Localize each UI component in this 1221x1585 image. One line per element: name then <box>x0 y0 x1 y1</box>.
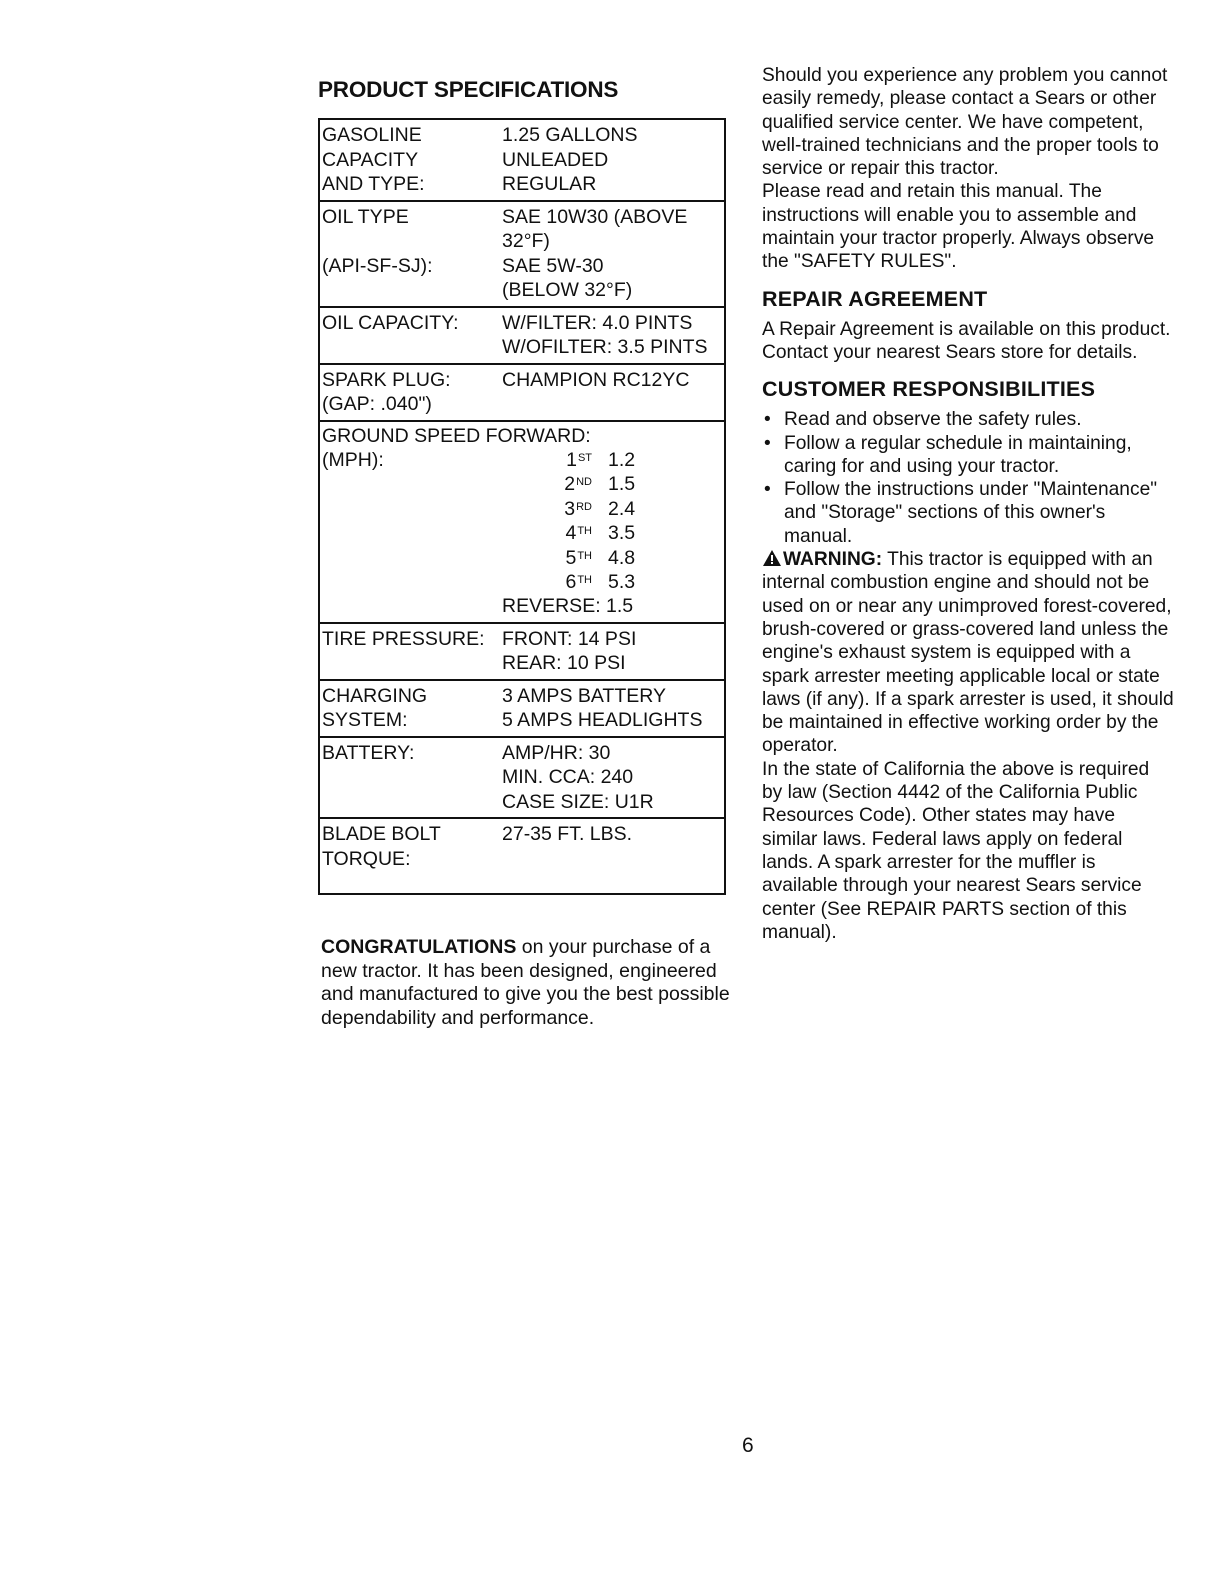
information-column <box>762 64 1174 944</box>
spec-value: AMP/HR: 30 MIN. CCA: 240 CASE SIZE: U1R <box>502 741 654 813</box>
gear-row <box>502 570 688 594</box>
specifications-table <box>318 118 726 895</box>
gear-row <box>502 546 688 570</box>
warning-label: WARNING: <box>783 549 883 571</box>
responsibilities-list <box>762 408 1174 548</box>
gear-digit: 2 <box>564 473 576 496</box>
spec-row-gasoline <box>320 120 724 202</box>
spec-label: SPARK PLUG: (GAP: .040") <box>322 368 451 415</box>
gear-number <box>502 448 592 472</box>
spec-label: CHARGING SYSTEM: <box>322 684 428 732</box>
gear-mph: 4.8 <box>608 546 636 569</box>
gear-row <box>502 448 688 472</box>
gear-digit: 4 <box>565 522 577 545</box>
gear-row <box>502 521 688 545</box>
gear-mph: 2.4 <box>608 497 636 520</box>
gear-number <box>502 497 592 521</box>
gear-suffix: ND <box>576 476 592 489</box>
spec-label: OIL TYPE (API-SF-SJ): <box>322 205 433 277</box>
gear-row <box>502 497 688 521</box>
spec-value: SAE 10W30 (ABOVE 32°F) SAE 5W-30 (BELOW 32°F) <box>502 205 688 301</box>
spec-unit: (MPH): <box>322 449 384 471</box>
reverse-speed: REVERSE: 1.5 <box>502 595 634 618</box>
gear-suffix: RD <box>576 500 592 513</box>
warning-paragraph <box>762 548 1174 758</box>
gear-digit: 6 <box>565 571 577 594</box>
spec-value: 27-35 FT. LBS. <box>502 823 633 846</box>
spec-label: BATTERY: <box>322 741 415 764</box>
list-item: • Follow a regular schedule in maintaining, caring for and using your tractor. <box>762 432 1174 479</box>
specifications-column <box>318 76 730 895</box>
congratulations-heading: CONGRATULATIONS <box>321 936 517 958</box>
manual-paragraph: Please read and retain this manual. The instructions will enable you to assemble and maintain your tractor properly. Always observe the "SAFETY RULES". <box>762 181 1155 273</box>
repair-agreement-heading: REPAIR AGREEMENT <box>762 286 988 311</box>
spec-label: GROUND SPEED <box>322 424 481 447</box>
gear-suffix: TH <box>577 574 592 587</box>
spec-row-oil-type <box>320 202 724 308</box>
gear-suffix: ST <box>577 452 592 464</box>
gear-digit: 5 <box>565 546 577 569</box>
list-item: • Follow the instructions under "Maintenance" and "Storage" sections of this owner's manual. <box>762 478 1174 548</box>
spec-label: TIRE PRESSURE: <box>322 627 485 650</box>
congratulations-text: on your purchase of a new tractor. It has been designed, engineered and manufactured to give you the best possible dependability and performance. <box>321 936 730 1029</box>
spec-row-tire-pressure <box>320 624 724 681</box>
spec-row-blade-bolt <box>320 819 724 893</box>
congratulations-paragraph <box>321 936 731 1030</box>
spec-value: W/FILTER: 4.0 PINTS W/OFILTER: 3.5 PINTS <box>502 311 708 358</box>
spec-label: OIL CAPACITY: <box>322 311 459 334</box>
spec-value: 3 AMPS BATTERY 5 AMPS HEADLIGHTS <box>502 684 703 732</box>
page-number: 6 <box>742 1434 754 1457</box>
spec-label: GASOLINE CAPACITY AND TYPE: <box>322 124 425 195</box>
gear-mph: 1.2 <box>608 449 636 471</box>
gear-mph: 5.3 <box>608 571 636 594</box>
gear-digit: 3 <box>564 497 576 520</box>
gear-digit: 1 <box>566 449 577 471</box>
warning-triangle-icon <box>762 549 782 567</box>
gear-suffix: TH <box>577 525 592 538</box>
gear-row <box>502 472 688 496</box>
forward-label: FORWARD: <box>485 424 591 447</box>
spec-row-spark-plug <box>320 365 724 422</box>
california-paragraph: In the state of California the above is required by law (Section 4442 of the California Public Resources Code). Other states may have similar laws. Federal laws apply on federal lands. A spark arrester for the muffler is available through your nearest Sears service center (See REPAIR PARTS section of this manual). <box>762 758 1150 943</box>
spec-row-ground-speed <box>320 422 724 624</box>
gear-number <box>502 570 592 594</box>
gear-list <box>502 448 688 594</box>
warning-text: This tractor is equipped with an internal combustion engine and should not be used on or near any unimproved forest-covered, brush-covered or grass-covered land unless the engine's exhaust system is equipped with a spark arrester meeting applicable local or state laws (if any). If a spark arrester is used, it should be maintained in effective working order by the operator. <box>762 549 1174 757</box>
gear-suffix: TH <box>577 549 592 562</box>
gear-number <box>502 472 592 496</box>
spec-value: CHAMPION RC12YC <box>502 368 690 391</box>
spec-value: FRONT: 14 PSI REAR: 10 PSI <box>502 627 637 675</box>
gear-number <box>502 521 592 545</box>
list-item: • Read and observe the safety rules. <box>762 408 1174 431</box>
gear-number <box>502 546 592 570</box>
spec-value: 1.25 GALLONS UNLEADED REGULAR <box>502 124 638 195</box>
customer-responsibilities-heading: CUSTOMER RESPONSIBILITIES <box>762 377 1096 402</box>
ground-speed-header <box>322 424 724 449</box>
specifications-title: PRODUCT SPECIFICATIONS <box>318 77 619 102</box>
spec-row-oil-capacity <box>320 308 724 365</box>
repair-agreement-text: A Repair Agreement is available on this product. Contact your nearest Sears store for details. <box>762 318 1171 363</box>
gear-mph: 3.5 <box>608 522 636 545</box>
spec-row-battery <box>320 738 724 820</box>
ground-speed-body <box>322 448 724 594</box>
spec-label: BLADE BOLT TORQUE: <box>322 823 441 870</box>
service-paragraph: Should you experience any problem you cannot easily remedy, please contact a Sears or other qualified service center. We have competent, well-trained technicians and the proper tools to service or repair this tractor. <box>762 65 1168 180</box>
gear-mph: 1.5 <box>608 473 636 496</box>
spec-row-charging <box>320 681 724 738</box>
